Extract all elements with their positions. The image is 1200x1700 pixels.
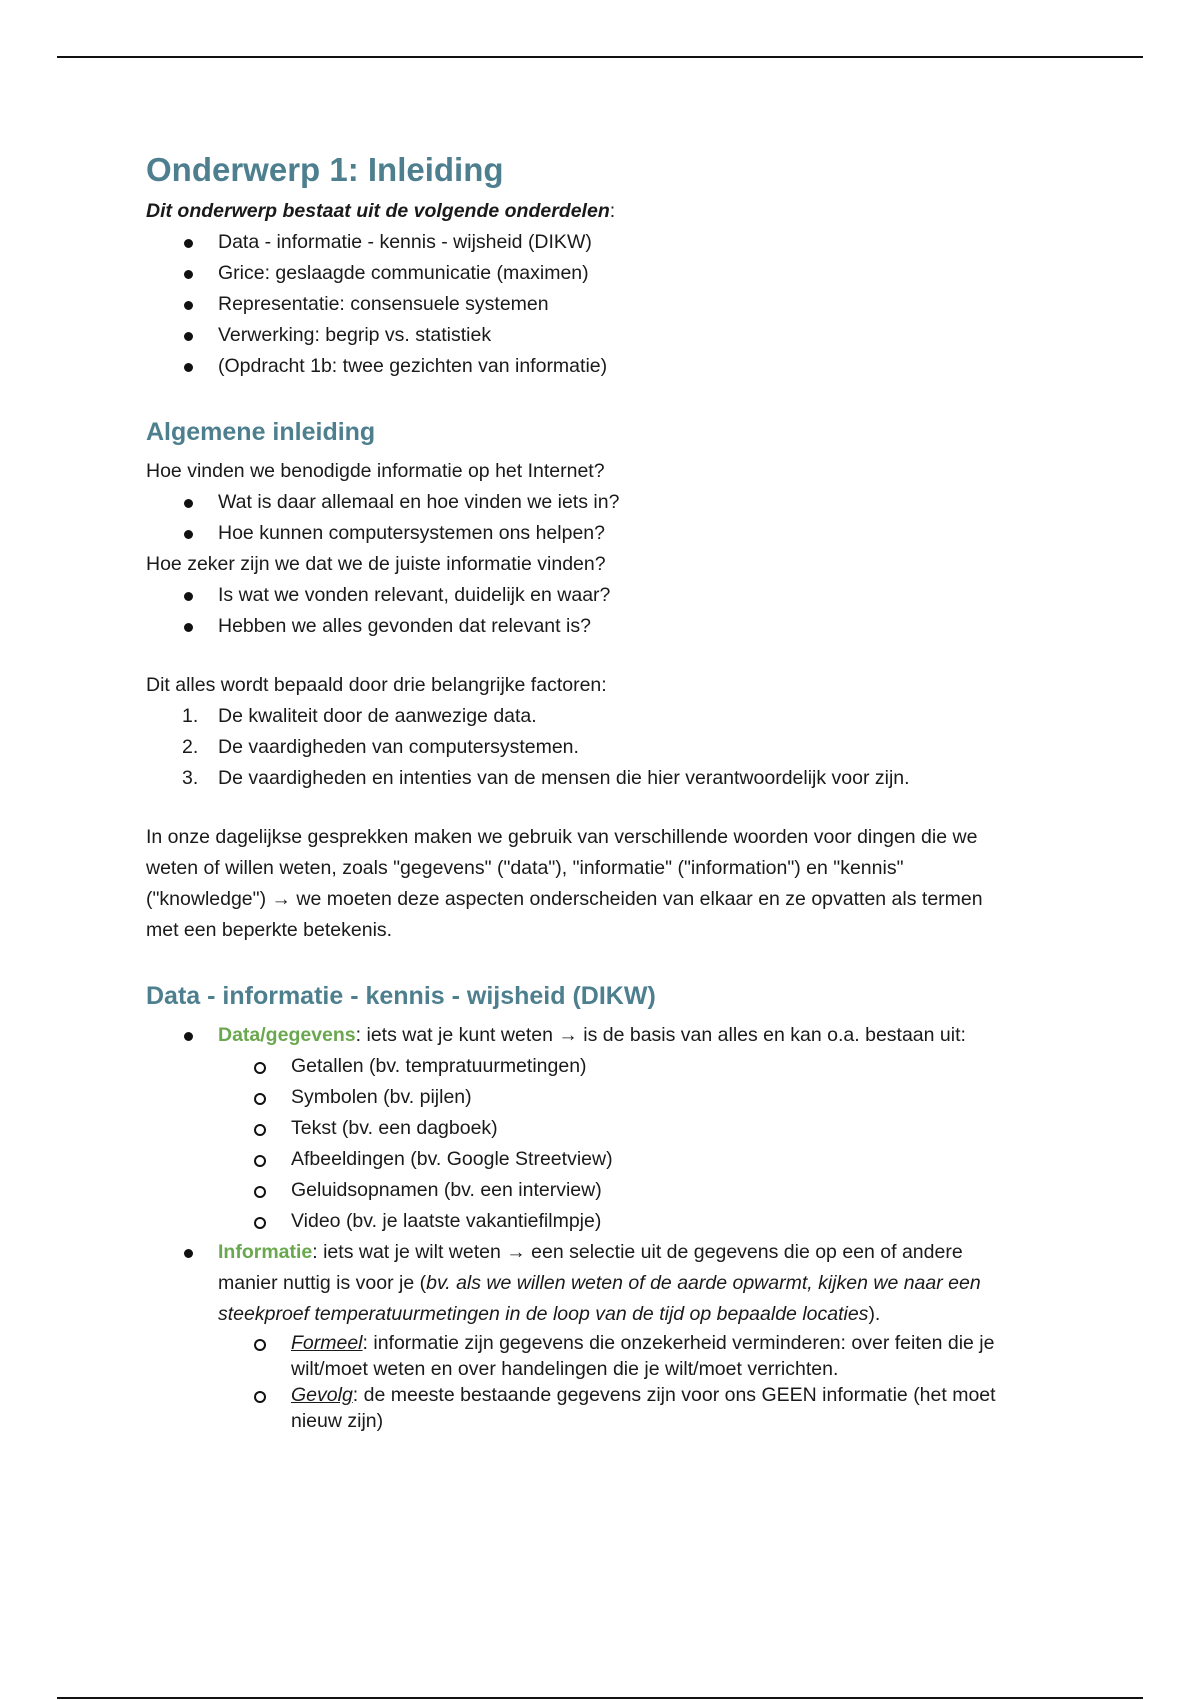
list-item: Is wat we vonden relevant, duidelijk en waar?: [146, 580, 1066, 611]
list-item-informatie: Informatie: iets wat je wilt weten → een selectie uit de gegevens die op een of andere manier nuttig is voor je (bv. als we willen weten of de aarde opwarmt, kijken we naar een steekproef temperatuurmetingen in de loop van de tijd op bepaalde locaties).: [146, 1237, 1066, 1330]
list-item: Hoe kunnen computersystemen ons helpen?: [146, 518, 1066, 549]
term-informatie: Informatie: [218, 1241, 313, 1263]
list-item: (Opdracht 1b: twee gezichten van informatie): [146, 351, 1066, 382]
question-1: Hoe vinden we benodigde informatie op het Internet?: [146, 460, 605, 482]
list-item-data: Data/gegevens: iets wat je kunt weten → is de basis van alles en kan o.a. bestaan uit:: [146, 1020, 1066, 1051]
list-item: Verwerking: begrip vs. statistiek: [146, 320, 1066, 351]
circle-bullet-icon: [254, 1391, 266, 1403]
section-heading-dikw: Data - informatie - kennis - wijsheid (DIKW): [146, 982, 656, 1010]
sub-list-item: Geluidsopnamen (bv. een interview): [146, 1175, 1066, 1206]
question-2: Hoe zeker zijn we dat we de juiste informatie vinden?: [146, 553, 606, 575]
list-item: 1. De kwaliteit door de aanwezige data.: [182, 705, 537, 727]
question-2-list: [146, 580, 1066, 642]
bullet-icon: [184, 499, 193, 508]
page-title: Onderwerp 1: Inleiding: [146, 151, 504, 188]
sub-list-item: Afbeeldingen (bv. Google Streetview): [146, 1144, 1066, 1175]
bullet-icon: [184, 592, 193, 601]
explanation-paragraph: In onze dagelijkse gesprekken maken we gebruik van verschillende woorden voor dingen die we weten of willen weten, zoals "gegevens" ("data"), "informatie" ("information") en "kennis" ("knowledge") → we moeten deze aspecten onderscheiden van elkaar en ze opvatten als termen met een beperkte betekenis.: [146, 826, 983, 941]
circle-bullet-icon: [254, 1217, 266, 1229]
term-formeel: Formeel: [291, 1332, 363, 1354]
bullet-icon: [184, 332, 193, 341]
question-1-list: [146, 487, 1066, 549]
bullet-icon: [184, 239, 193, 248]
term-gevolg: Gevolg: [291, 1384, 353, 1406]
intro-list: [146, 227, 1066, 382]
bullet-icon: [184, 363, 193, 372]
factors-list: [146, 701, 1066, 794]
circle-bullet-icon: [254, 1186, 266, 1198]
footer-rule: [57, 1697, 1143, 1699]
sub-list-item: Video (bv. je laatste vakantiefilmpje): [146, 1206, 1066, 1237]
circle-bullet-icon: [254, 1062, 266, 1074]
header-rule: [57, 56, 1143, 58]
term-data: Data/gegevens: [218, 1024, 356, 1046]
bullet-icon: [184, 623, 193, 632]
bullet-icon: [184, 1032, 193, 1041]
list-item: 2. De vaardigheden van computersystemen.: [182, 736, 579, 758]
list-item: Hebben we alles gevonden dat relevant is?: [146, 611, 1066, 642]
list-item: 3. De vaardigheden en intenties van de mensen die hier verantwoordelijk voor zijn.: [182, 767, 910, 789]
circle-bullet-icon: [254, 1155, 266, 1167]
sub-list-item-gevolg: Gevolg: de meeste bestaande gegevens zijn voor ons GEEN informatie (het moet nieuw zijn): [146, 1382, 1066, 1434]
circle-bullet-icon: [254, 1339, 266, 1351]
list-item: Data - informatie - kennis - wijsheid (DIKW): [146, 227, 1066, 258]
list-item: Grice: geslaagde communicatie (maximen): [146, 258, 1066, 289]
sub-list-item-formeel: Formeel: informatie zijn gegevens die onzekerheid verminderen: over feiten die je wilt/moet weten en over handelingen die je wilt/moet verrichten.: [146, 1330, 1066, 1382]
bullet-icon: [184, 1249, 193, 1258]
bullet-icon: [184, 301, 193, 310]
bullet-icon: [184, 530, 193, 539]
sub-list-item: Symbolen (bv. pijlen): [146, 1082, 1066, 1113]
list-item: Representatie: consensuele systemen: [146, 289, 1066, 320]
sub-list-item: Tekst (bv. een dagboek): [146, 1113, 1066, 1144]
section-heading-algemeen: Algemene inleiding: [146, 418, 376, 446]
dikw-list: [146, 1020, 1066, 1434]
intro-label: Dit onderwerp bestaat uit de volgende onderdelen:: [146, 200, 616, 222]
bullet-icon: [184, 270, 193, 279]
factors-intro: Dit alles wordt bepaald door drie belangrijke factoren:: [146, 674, 607, 696]
list-item: Wat is daar allemaal en hoe vinden we iets in?: [146, 487, 1066, 518]
intro-label-text: Dit onderwerp bestaat uit de volgende onderdelen: [146, 200, 610, 222]
circle-bullet-icon: [254, 1124, 266, 1136]
circle-bullet-icon: [254, 1093, 266, 1105]
sub-list-item: Getallen (bv. tempratuurmetingen): [146, 1051, 1066, 1082]
document-body: [146, 148, 1066, 1434]
